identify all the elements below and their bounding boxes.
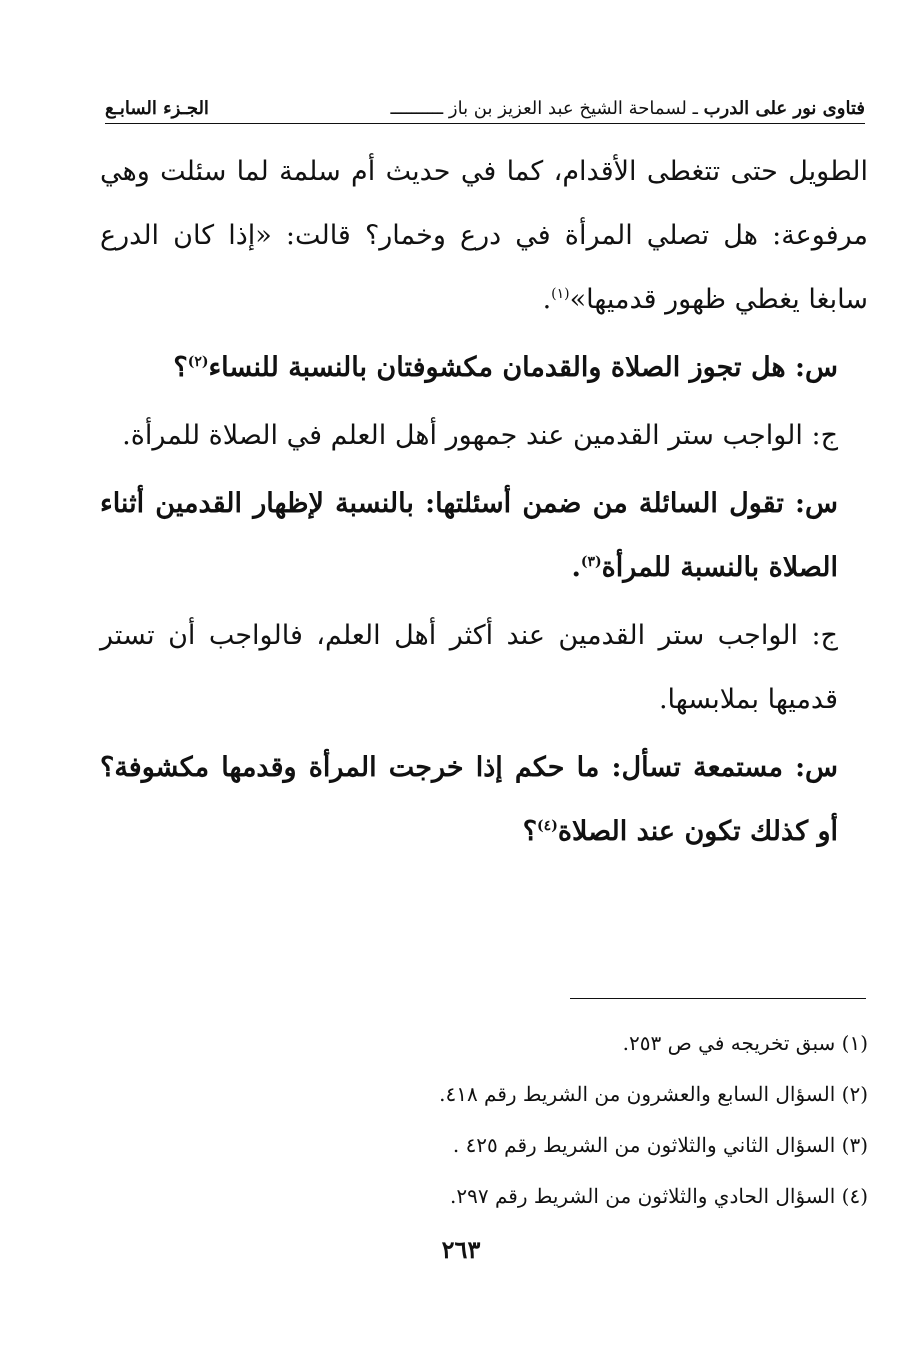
footnote-3: (٣) السؤال الثاني والثلاثون من الشريط رقم ٤٢٥ . bbox=[452, 1133, 868, 1157]
paragraph-continuation: الطويل حتى تتغطى الأقدام، كما في حديث أم سلمة لما سئلت وهي مرفوعة: هل تصلي المرأة في درع وخمار؟ قالت: «إذا كان الدرع سابغا يغطي ظهور قدميها»$^{(١)}$. bbox=[100, 156, 868, 315]
answer-1: ج: الواجب ستر القدمين عند جمهور أهل العلم في الصلاة للمرأة. bbox=[122, 420, 838, 451]
footnotes bbox=[200, 1018, 868, 1222]
footnote-2: (٢) السؤال السابع والعشرون من الشريط رقم ٤١٨. bbox=[439, 1082, 868, 1106]
volume-label: الجـزء السابـع bbox=[105, 98, 209, 119]
question-3: س: مستمعة تسأل: ما حكم إذا خرجت المرأة وقدمها مكشوفة؟ أو كذلك تكون عند الصلاة$^{(٤)}$؟ bbox=[100, 752, 838, 847]
answer-2: ج: الواجب ستر القدمين عند أكثر أهل العلم، فالواجب أن تستر قدميها بملابسها. bbox=[100, 620, 838, 715]
footnote-ref: (٣) bbox=[580, 554, 602, 570]
footnote-ref: (١) bbox=[551, 286, 570, 302]
footnote-1: (١) سبق تخريجه في ص ٢٥٣. bbox=[622, 1031, 868, 1055]
footnote-4: (٤) السؤال الحادي والثلاثون من الشريط رقم ٢٩٧. bbox=[450, 1184, 868, 1208]
question-2: س: تقول السائلة من ضمن أسئلتها: بالنسبة لإظهار القدمين أثناء الصلاة بالنسبة للمرأة$^{(٣)}$. bbox=[100, 488, 838, 583]
footnote-ref: (٤) bbox=[537, 818, 558, 834]
book-title: فتاوى نور على الدرب bbox=[703, 98, 865, 119]
page-number: ٢٦٣ bbox=[441, 1235, 481, 1264]
page-body bbox=[100, 140, 868, 864]
footnote-ref: (٢) bbox=[187, 354, 209, 370]
footnote-divider bbox=[570, 998, 866, 999]
question-1: س: هل تجوز الصلاة والقدمان مكشوفتان بالنسبة للنساء$^{(٢)}$؟ bbox=[173, 352, 838, 383]
header-book-title bbox=[390, 98, 865, 119]
author-name: ـ لسماحة الشيخ عبد العزيز بن باز ــــــــــ bbox=[390, 98, 698, 119]
running-header bbox=[105, 84, 865, 124]
